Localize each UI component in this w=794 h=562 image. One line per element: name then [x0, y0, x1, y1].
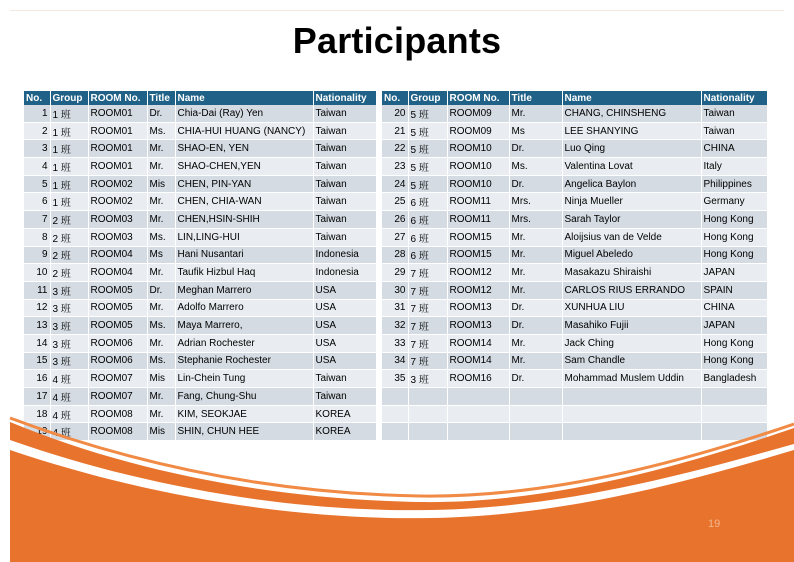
cell-no: 33 [382, 334, 408, 352]
cell-name: Miguel Abeledo [562, 246, 701, 264]
cell-nationality: Taiwan [313, 370, 376, 388]
cell-no: 12 [24, 299, 50, 317]
table-row [382, 281, 767, 299]
cell-name: Adolfo Marrero [175, 299, 313, 317]
cell-room: ROOM12 [447, 281, 509, 299]
table-row [24, 175, 376, 193]
cell-name: Maya Marrero, [175, 317, 313, 335]
top-divider [10, 10, 784, 11]
cell-name: SHAO-EN, YEN [175, 140, 313, 158]
orange-wave-decoration [0, 400, 794, 562]
column-header-room: ROOM No. [447, 91, 509, 105]
cell-nationality: USA [313, 317, 376, 335]
cell-no: 18 [24, 405, 50, 423]
cell-room: ROOM01 [88, 105, 147, 122]
cell-group: 1 班 [50, 175, 88, 193]
cell-name: CHEN, CHIA-WAN [175, 193, 313, 211]
table-row [24, 122, 376, 140]
cell-nationality: KOREA [313, 405, 376, 423]
cell-no: 9 [24, 246, 50, 264]
cell-nationality: Hong Kong [701, 228, 767, 246]
table-row [24, 264, 376, 282]
cell-title: Mrs. [509, 193, 562, 211]
cell-name: CHANG, CHINSHENG [562, 105, 701, 122]
table-row [382, 193, 767, 211]
cell-no: 5 [24, 175, 50, 193]
cell-nationality: Taiwan [313, 211, 376, 229]
cell-room: ROOM06 [88, 352, 147, 370]
table-row [24, 370, 376, 388]
cell-name: SHIN, CHUN HEE [175, 423, 313, 441]
cell-group: 7 班 [408, 299, 447, 317]
cell-group: 2 班 [50, 246, 88, 264]
column-header-title: Title [509, 91, 562, 105]
cell-group: 2 班 [50, 264, 88, 282]
cell-name: Hani Nusantari [175, 246, 313, 264]
cell-no: 30 [382, 281, 408, 299]
cell-no: 1 [24, 105, 50, 122]
cell-name: Sam Chandle [562, 352, 701, 370]
cell-group: 3 班 [50, 299, 88, 317]
cell-room: ROOM05 [88, 299, 147, 317]
cell-no: 17 [24, 388, 50, 406]
cell-nationality: KOREA [313, 423, 376, 441]
cell-no: 13 [24, 317, 50, 335]
cell-no: 34 [382, 352, 408, 370]
cell-room: ROOM08 [88, 423, 147, 441]
cell-group: 5 班 [408, 175, 447, 193]
page-title: Participants [292, 20, 502, 61]
cell-no: 11 [24, 281, 50, 299]
cell-nationality: USA [313, 281, 376, 299]
cell-group: 7 班 [408, 317, 447, 335]
cell-no: 10 [24, 264, 50, 282]
cell-group: 4 班 [50, 423, 88, 441]
cell-nationality: USA [313, 334, 376, 352]
cell-name: Aloijsius van de Velde [562, 228, 701, 246]
cell-title: Dr. [509, 175, 562, 193]
cell-group: 5 班 [408, 140, 447, 158]
cell-name: SHAO-CHEN,YEN [175, 158, 313, 176]
cell-room: ROOM10 [447, 158, 509, 176]
cell-name: Stephanie Rochester [175, 352, 313, 370]
cell-title: Ms. [147, 317, 175, 335]
cell-group: 4 班 [50, 405, 88, 423]
cell-name: Masahiko Fujii [562, 317, 701, 335]
cell-title: Mis [147, 370, 175, 388]
cell-group: 3 班 [50, 352, 88, 370]
cell-room: ROOM13 [447, 299, 509, 317]
cell-group: 7 班 [408, 281, 447, 299]
cell-name: CHEN,HSIN-SHIH [175, 211, 313, 229]
cell-title: Mr. [509, 281, 562, 299]
cell-room: ROOM03 [88, 228, 147, 246]
table-row [382, 317, 767, 335]
cell-nationality: Taiwan [313, 105, 376, 122]
cell-title: Dr. [509, 299, 562, 317]
cell-room: ROOM09 [447, 105, 509, 122]
cell-nationality: Taiwan [313, 228, 376, 246]
cell-title: Mr. [509, 352, 562, 370]
cell-title: Ms. [147, 122, 175, 140]
cell-group: 5 班 [408, 122, 447, 140]
cell-no: 21 [382, 122, 408, 140]
cell-room: ROOM07 [88, 388, 147, 406]
cell-no: 20 [382, 105, 408, 122]
cell-room: ROOM13 [447, 317, 509, 335]
column-header-name: Name [562, 91, 701, 105]
cell-no: 22 [382, 140, 408, 158]
table-row [382, 211, 767, 229]
table-row [24, 299, 376, 317]
cell-group: 6 班 [408, 193, 447, 211]
cell-nationality: Germany [701, 193, 767, 211]
table-row [382, 122, 767, 140]
cell-room: ROOM01 [88, 140, 147, 158]
cell-nationality: Bangladesh [701, 370, 767, 388]
cell-nationality: Taiwan [313, 388, 376, 406]
cell-name: Ninja Mueller [562, 193, 701, 211]
cell-no: 28 [382, 246, 408, 264]
table-row [382, 175, 767, 193]
cell-no: 4 [24, 158, 50, 176]
cell-title: Mr. [147, 264, 175, 282]
cell-title: Ms. [509, 158, 562, 176]
cell-name: Angelica Baylon [562, 175, 701, 193]
column-header-nationality: Nationality [701, 91, 767, 105]
cell-group: 1 班 [50, 122, 88, 140]
cell-title: Mr. [147, 299, 175, 317]
cell-nationality: Hong Kong [701, 352, 767, 370]
cell-no: 31 [382, 299, 408, 317]
column-header-nationality: Nationality [313, 91, 376, 105]
cell-title: Ms [147, 246, 175, 264]
cell-no: 8 [24, 228, 50, 246]
cell-nationality: Taiwan [701, 105, 767, 122]
cell-nationality: CHINA [701, 299, 767, 317]
table-row [382, 105, 767, 122]
cell-title: Dr. [147, 105, 175, 122]
cell-room: ROOM15 [447, 246, 509, 264]
column-header-title: Title [147, 91, 175, 105]
cell-no: 7 [24, 211, 50, 229]
cell-name: Valentina Lovat [562, 158, 701, 176]
table-header-row [382, 91, 767, 105]
table-row [382, 299, 767, 317]
cell-group: 7 班 [408, 264, 447, 282]
column-header-no: No. [24, 91, 50, 105]
table-row [24, 246, 376, 264]
cell-name: Jack Ching [562, 334, 701, 352]
cell-name: CHIA-HUI HUANG (NANCY) [175, 122, 313, 140]
cell-group: 1 班 [50, 193, 88, 211]
cell-title: Mr. [147, 334, 175, 352]
cell-name: CARLOS RIUS ERRANDO [562, 281, 701, 299]
cell-group: 7 班 [408, 352, 447, 370]
cell-room: ROOM01 [88, 122, 147, 140]
cell-room: ROOM16 [447, 370, 509, 388]
table-row [382, 334, 767, 352]
cell-name: Chia-Dai (Ray) Yen [175, 105, 313, 122]
cell-nationality: Taiwan [313, 140, 376, 158]
table-row [24, 317, 376, 335]
cell-no: 3 [24, 140, 50, 158]
cell-nationality: Hong Kong [701, 334, 767, 352]
cell-room: ROOM12 [447, 264, 509, 282]
table-row [24, 158, 376, 176]
cell-room: ROOM10 [447, 140, 509, 158]
cell-group: 6 班 [408, 228, 447, 246]
table-row [382, 246, 767, 264]
cell-title: Mr. [147, 193, 175, 211]
column-header-room: ROOM No. [88, 91, 147, 105]
cell-nationality: USA [313, 352, 376, 370]
column-header-no: No. [382, 91, 408, 105]
wave-fill [10, 422, 794, 562]
cell-group: 4 班 [50, 370, 88, 388]
cell-nationality: Italy [701, 158, 767, 176]
table-row [382, 140, 767, 158]
cell-nationality: JAPAN [701, 317, 767, 335]
table-row [24, 193, 376, 211]
cell-nationality: JAPAN [701, 264, 767, 282]
cell-title: Ms. [147, 228, 175, 246]
cell-nationality: Taiwan [313, 122, 376, 140]
table-row [24, 228, 376, 246]
cell-room: ROOM09 [447, 122, 509, 140]
table-row [24, 211, 376, 229]
cell-room: ROOM02 [88, 193, 147, 211]
cell-no: 16 [24, 370, 50, 388]
cell-name: LEE SHANYING [562, 122, 701, 140]
cell-no: 27 [382, 228, 408, 246]
cell-name: Sarah Taylor [562, 211, 701, 229]
cell-group: 3 班 [50, 281, 88, 299]
cell-room: ROOM15 [447, 228, 509, 246]
cell-group: 6 班 [408, 246, 447, 264]
cell-no: 25 [382, 193, 408, 211]
cell-name: KIM, SEOKJAE [175, 405, 313, 423]
cell-group: 3 班 [50, 334, 88, 352]
cell-title: Dr. [147, 281, 175, 299]
cell-nationality: Taiwan [313, 158, 376, 176]
table-header-row [24, 91, 376, 105]
cell-group: 4 班 [50, 388, 88, 406]
cell-no: 19 [24, 423, 50, 441]
cell-group: 1 班 [50, 140, 88, 158]
cell-title: Mr. [147, 140, 175, 158]
cell-title: Mr. [509, 105, 562, 122]
table-row [24, 352, 376, 370]
cell-no: 24 [382, 175, 408, 193]
cell-nationality: Indonesia [313, 246, 376, 264]
cell-no: 14 [24, 334, 50, 352]
cell-title: Mr. [147, 388, 175, 406]
column-header-name: Name [175, 91, 313, 105]
cell-nationality: Taiwan [313, 175, 376, 193]
cell-group: 5 班 [408, 158, 447, 176]
participants-table-left [24, 91, 377, 441]
cell-no: 35 [382, 370, 408, 388]
cell-title: Ms [509, 122, 562, 140]
cell-group: 2 班 [50, 228, 88, 246]
cell-room: ROOM14 [447, 352, 509, 370]
cell-nationality: SPAIN [701, 281, 767, 299]
cell-name: Masakazu Shiraishi [562, 264, 701, 282]
cell-room: ROOM04 [88, 246, 147, 264]
cell-room: ROOM04 [88, 264, 147, 282]
cell-name: Meghan Marrero [175, 281, 313, 299]
table-row [24, 281, 376, 299]
cell-room: ROOM01 [88, 158, 147, 176]
cell-name: Luo Qing [562, 140, 701, 158]
cell-no: 29 [382, 264, 408, 282]
cell-room: ROOM06 [88, 334, 147, 352]
cell-group: 7 班 [408, 334, 447, 352]
cell-name: Fang, Chung-Shu [175, 388, 313, 406]
cell-name: Mohammad Muslem Uddin [562, 370, 701, 388]
cell-no: 2 [24, 122, 50, 140]
cell-title: Mis [147, 175, 175, 193]
cell-room: ROOM14 [447, 334, 509, 352]
column-header-group: Group [50, 91, 88, 105]
cell-name: Adrian Rochester [175, 334, 313, 352]
participants-table-right [382, 91, 768, 441]
cell-title: Dr. [509, 317, 562, 335]
cell-no: 15 [24, 352, 50, 370]
cell-title: Dr. [509, 140, 562, 158]
cell-no: 32 [382, 317, 408, 335]
cell-nationality: Hong Kong [701, 211, 767, 229]
cell-room: ROOM11 [447, 193, 509, 211]
cell-title: Mr. [147, 405, 175, 423]
cell-name: Taufik Hizbul Haq [175, 264, 313, 282]
table-row [24, 334, 376, 352]
cell-title: Mr. [147, 158, 175, 176]
cell-room: ROOM07 [88, 370, 147, 388]
cell-title: Mr. [509, 246, 562, 264]
cell-group: 6 班 [408, 211, 447, 229]
cell-name: XUNHUA LIU [562, 299, 701, 317]
cell-no: 23 [382, 158, 408, 176]
cell-nationality: Philippines [701, 175, 767, 193]
cell-title: Mr. [509, 228, 562, 246]
cell-room: ROOM02 [88, 175, 147, 193]
cell-title: Mis [147, 423, 175, 441]
table-row [382, 370, 767, 388]
table-row [382, 158, 767, 176]
cell-room: ROOM11 [447, 211, 509, 229]
cell-group: 1 班 [50, 105, 88, 122]
column-header-group: Group [408, 91, 447, 105]
cell-nationality: USA [313, 299, 376, 317]
cell-nationality: Taiwan [701, 122, 767, 140]
cell-name: CHEN, PIN-YAN [175, 175, 313, 193]
cell-name: LIN,LING-HUI [175, 228, 313, 246]
cell-title: Mr. [147, 211, 175, 229]
cell-nationality: CHINA [701, 140, 767, 158]
cell-room: ROOM05 [88, 281, 147, 299]
cell-group: 3 班 [408, 370, 447, 388]
cell-name: Lin-Chein Tung [175, 370, 313, 388]
cell-group: 5 班 [408, 105, 447, 122]
cell-title: Mr. [509, 264, 562, 282]
cell-nationality: Indonesia [313, 264, 376, 282]
page-number: 19 [708, 518, 721, 530]
cell-title: Mrs. [509, 211, 562, 229]
cell-title: Dr. [509, 370, 562, 388]
cell-room: ROOM08 [88, 405, 147, 423]
cell-nationality: Hong Kong [701, 246, 767, 264]
table-row [24, 105, 376, 122]
table-row [24, 140, 376, 158]
cell-group: 3 班 [50, 317, 88, 335]
table-row [382, 228, 767, 246]
cell-nationality: Taiwan [313, 193, 376, 211]
cell-room: ROOM10 [447, 175, 509, 193]
cell-title: Mr. [509, 334, 562, 352]
table-row [382, 352, 767, 370]
cell-group: 2 班 [50, 211, 88, 229]
cell-room: ROOM05 [88, 317, 147, 335]
cell-room: ROOM03 [88, 211, 147, 229]
cell-group: 1 班 [50, 158, 88, 176]
table-row [382, 264, 767, 282]
cell-no: 6 [24, 193, 50, 211]
cell-no: 26 [382, 211, 408, 229]
cell-title: Ms. [147, 352, 175, 370]
